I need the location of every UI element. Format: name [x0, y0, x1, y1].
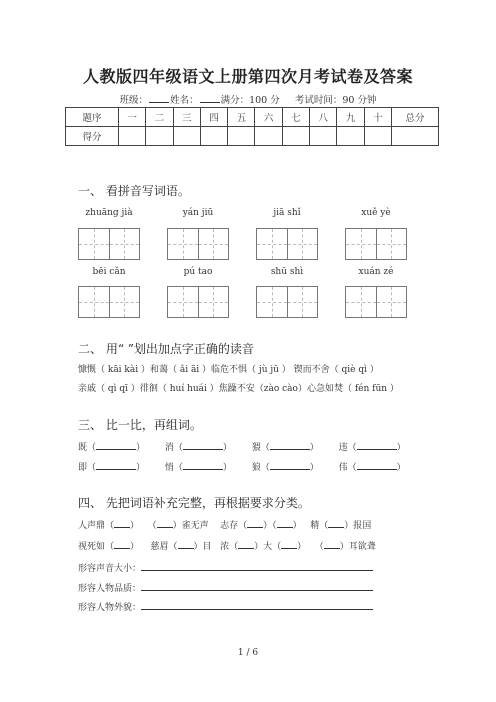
writing-grid[interactable] — [78, 228, 140, 260]
idiom-text: ）雀无声 — [172, 521, 209, 531]
score-header-cell: 二 — [146, 108, 173, 127]
score-cell-total[interactable] — [392, 127, 439, 146]
section-4-heading: 四、 先把词语补充完整，再根据要求分类。 — [78, 496, 310, 510]
idiom-blank[interactable] — [324, 539, 340, 549]
name-blank[interactable] — [200, 93, 220, 103]
exam-info-line — [0, 92, 496, 106]
classify-label: 形容人物外貌： — [78, 603, 142, 613]
score-cell[interactable] — [255, 127, 282, 146]
classify-label: 形容人物品质： — [78, 584, 142, 594]
compare-char: 伟 — [338, 463, 348, 473]
idiom-text: ）（ — [263, 521, 277, 531]
pinyin-label: bēi cǎn — [92, 267, 126, 277]
tianzige-cell[interactable] — [376, 287, 407, 317]
score-header-cell: 五 — [228, 108, 255, 127]
compare-char: 悄 — [164, 463, 174, 473]
score-row-label: 得分 — [66, 127, 119, 146]
idiom-text: ） — [130, 542, 140, 552]
reading-choice-line-2: 亲戚（ qì qī ）徘徊（ huí huái ）焦躁不安（zào cào）心急如焚（ fén fūn ） — [78, 384, 399, 394]
reading-choice-line-1: 慷慨（ kāi kài ）和蔼（ ǎi āi ）临危不惧（ jù jū ） 锲而不舍（ qiè qì ） — [78, 365, 379, 375]
writing-grid[interactable] — [256, 286, 318, 318]
idiom-text: （ — [314, 542, 324, 552]
tianzige-cell[interactable] — [346, 287, 376, 317]
tianzige-cell[interactable] — [168, 229, 198, 259]
idiom-text: （ — [147, 521, 157, 531]
idiom-line-2 — [78, 539, 376, 552]
tianzige-cell[interactable] — [287, 287, 318, 317]
tianzige-cell[interactable] — [257, 229, 287, 259]
word-blank[interactable] — [357, 460, 397, 470]
compare-char: 消 — [164, 443, 174, 453]
tianzige-cell[interactable] — [198, 287, 229, 317]
word-blank[interactable] — [270, 440, 310, 450]
compare-char: 违 — [338, 443, 348, 453]
score-table-header-row — [66, 108, 439, 127]
tianzige-cell[interactable] — [346, 229, 376, 259]
tianzige-cell[interactable] — [79, 287, 109, 317]
full-score-label: 满分：100 分 — [220, 95, 280, 106]
idiom-text: 浓（ — [220, 542, 239, 552]
idiom-blank[interactable] — [178, 539, 194, 549]
idiom-text: 人声鼎（ — [78, 521, 115, 531]
classify-quality-line — [78, 581, 373, 594]
idiom-text: 慈眉（ — [150, 542, 178, 552]
class-label: 班级： — [119, 95, 149, 106]
score-header-cell: 题序 — [66, 108, 119, 127]
word-blank[interactable] — [357, 440, 397, 450]
tianzige-cell[interactable] — [109, 287, 140, 317]
pinyin-label: xuán zé — [358, 267, 394, 277]
tianzige-cell[interactable] — [79, 229, 109, 259]
pinyin-label: jiā shǐ — [273, 208, 301, 218]
classify-appearance-line — [78, 600, 373, 613]
score-cell[interactable] — [337, 127, 364, 146]
writing-grid[interactable] — [345, 286, 407, 318]
score-header-cell: 八 — [310, 108, 337, 127]
idiom-text: ）目 — [193, 542, 212, 552]
score-header-cell: 九 — [337, 108, 364, 127]
section-2-heading: 二、 用“ ”划出加点字正确的读音 — [78, 342, 254, 356]
tianzige-cell[interactable] — [257, 287, 287, 317]
idiom-text: ）大（ — [254, 542, 282, 552]
classify-sound-line — [78, 561, 373, 574]
idiom-blank[interactable] — [114, 518, 130, 528]
writing-grid[interactable] — [167, 286, 229, 318]
idiom-blank[interactable] — [114, 539, 130, 549]
idiom-text: ） — [130, 521, 140, 531]
section-3-heading: 三、 比一比，再组词。 — [78, 418, 202, 432]
score-header-cell: 六 — [255, 108, 282, 127]
pinyin-label: zhuāng jià — [85, 208, 133, 218]
score-cell[interactable] — [119, 127, 146, 146]
word-blank[interactable] — [96, 440, 136, 450]
classify-label: 形容声音大小： — [78, 564, 142, 574]
pinyin-label: pú tao — [183, 267, 213, 277]
score-table-score-row — [66, 127, 439, 146]
answer-line[interactable] — [141, 561, 373, 571]
tianzige-cell[interactable] — [168, 287, 198, 317]
idiom-blank[interactable] — [328, 518, 344, 528]
score-cell[interactable] — [310, 127, 337, 146]
tianzige-cell[interactable] — [198, 229, 229, 259]
compare-row-2: 即（ ） 悄（ ） 狼（ ） 伟（ ） — [78, 460, 423, 473]
score-header-cell: 十 — [364, 108, 391, 127]
section-1-heading: 一、 看拼音写词语。 — [78, 184, 190, 198]
score-header-cell: 三 — [173, 108, 200, 127]
idiom-text: ）耳欲聋 — [339, 542, 376, 552]
idiom-text: ） — [292, 521, 302, 531]
score-cell[interactable] — [173, 127, 200, 146]
word-blank[interactable] — [270, 460, 310, 470]
pinyin-label: shū shì — [270, 267, 304, 277]
idiom-text: 视死如（ — [78, 542, 115, 552]
score-header-cell: 四 — [200, 108, 227, 127]
compare-char: 狼 — [251, 463, 261, 473]
score-cell[interactable] — [364, 127, 391, 146]
name-label: 姓名： — [170, 95, 199, 106]
tianzige-cell[interactable] — [287, 229, 318, 259]
writing-grid[interactable] — [167, 228, 229, 260]
idiom-blank[interactable] — [281, 539, 297, 549]
writing-grid[interactable] — [345, 228, 407, 260]
compare-char: 猥 — [251, 443, 261, 453]
score-header-cell: 一 — [119, 108, 146, 127]
exam-time-label: 考试时间：90 分钟 — [294, 95, 377, 106]
score-table — [65, 107, 439, 146]
score-header-cell: 总分 — [392, 108, 439, 127]
idiom-blank[interactable] — [247, 518, 263, 528]
score-header-cell: 七 — [282, 108, 309, 127]
score-cell[interactable] — [200, 127, 227, 146]
answer-line[interactable] — [141, 581, 373, 591]
word-blank[interactable] — [183, 460, 223, 470]
compare-char: 既 — [78, 443, 88, 453]
compare-char: 即 — [78, 463, 88, 473]
pinyin-label: yán jiū — [182, 208, 214, 218]
compare-row-1: 既（ ） 消（ ） 猥（ ） 违（ ） — [78, 440, 423, 453]
class-blank[interactable] — [149, 93, 169, 103]
idiom-text: ）报国 — [344, 521, 372, 531]
tianzige-cell[interactable] — [376, 229, 407, 259]
writing-grid[interactable] — [78, 286, 140, 318]
score-cell[interactable] — [146, 127, 173, 146]
idiom-blank[interactable] — [277, 518, 293, 528]
idiom-line-1 — [78, 518, 371, 531]
page-number: 1 / 6 — [237, 648, 259, 658]
tianzige-cell[interactable] — [109, 229, 140, 259]
answer-line[interactable] — [141, 600, 373, 610]
idiom-blank[interactable] — [238, 539, 254, 549]
word-blank[interactable] — [183, 440, 223, 450]
writing-grid[interactable] — [256, 228, 318, 260]
pinyin-label: xuě yè — [361, 208, 391, 218]
score-cell[interactable] — [228, 127, 255, 146]
idiom-text: 精（ — [310, 521, 329, 531]
idiom-blank[interactable] — [157, 518, 173, 528]
idiom-text: 志存（ — [220, 521, 248, 531]
idiom-text: ） — [297, 542, 307, 552]
page-title: 人教版四年级语文上册第四次月考试卷及答案 — [82, 67, 413, 86]
word-blank[interactable] — [96, 460, 136, 470]
score-cell[interactable] — [282, 127, 309, 146]
